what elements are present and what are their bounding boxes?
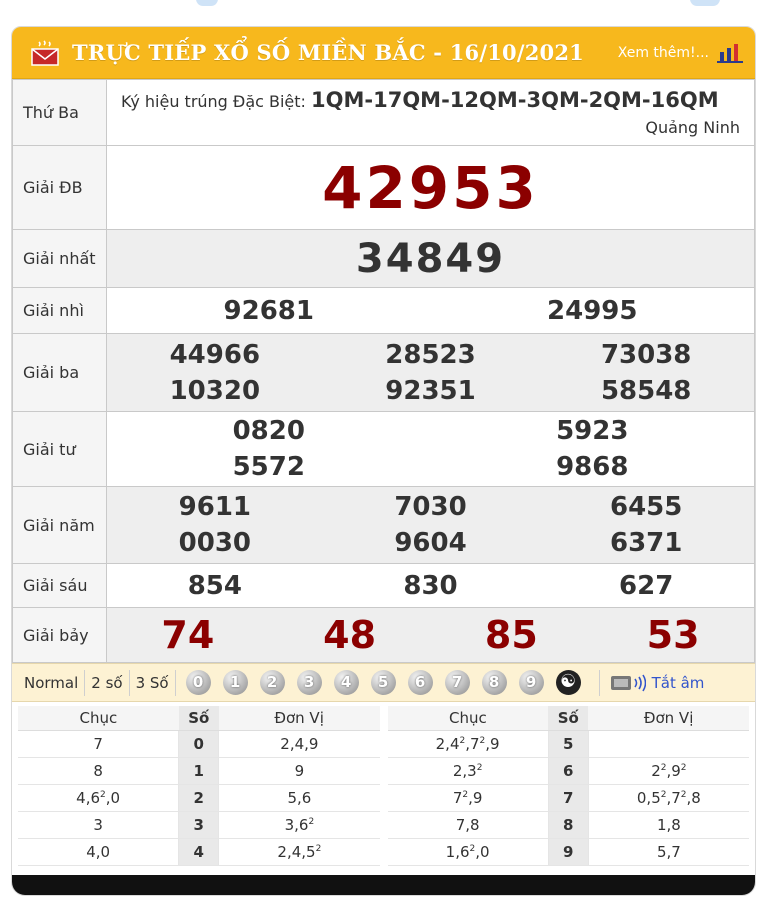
prize-number: 830 (403, 570, 458, 601)
prize-number: 92681 (223, 295, 314, 326)
special-codes: 1QM-17QM-12QM-3QM-2QM-16QM (311, 88, 719, 112)
see-more-link[interactable] (618, 43, 743, 63)
mail-icon (30, 40, 60, 66)
digit-4-button[interactable]: 4 (334, 670, 359, 695)
prize-number: 7030 (394, 492, 467, 522)
tens-cell: $2,4^2,7^2,9$ (388, 730, 549, 757)
units-cell: 5,6 (219, 784, 380, 811)
prize-number: 854 (187, 570, 242, 601)
prize-number: 28523 (385, 339, 476, 370)
top-nav-fragment (196, 0, 218, 6)
prize-row-ba (13, 334, 755, 412)
loto-row (388, 784, 750, 811)
digit-cell: 3 (179, 811, 219, 838)
digit-1-button[interactable]: 1 (223, 670, 248, 695)
special-code-label: Ký hiệu trúng Đặc Biệt: (121, 92, 306, 111)
loto-row (388, 811, 750, 838)
digit-8-button[interactable]: 8 (482, 670, 507, 695)
prize-number: 92351 (385, 375, 476, 406)
special-prize-number: 42953 (322, 153, 539, 222)
prize-number: 10320 (169, 375, 261, 406)
units-cell: $3,6^2$ (219, 811, 380, 838)
prize-number: 627 (619, 570, 674, 601)
prize-label: Giải nhì (13, 288, 107, 334)
loto-row (388, 730, 750, 757)
three-digit-mode-button[interactable]: 3 Số (130, 670, 176, 696)
digit-cell: 2 (179, 784, 219, 811)
digit-2-button[interactable]: 2 (260, 670, 285, 695)
prize-number: 9868 (556, 452, 629, 482)
see-more-label[interactable]: Xem thêm!... (617, 44, 709, 61)
loto-table-right (388, 706, 750, 866)
prize-number: 0820 (232, 416, 305, 446)
tens-cell: 4,0 (18, 838, 179, 865)
bar-chart-icon[interactable] (717, 43, 743, 63)
bottom-bar (12, 875, 755, 895)
units-cell: 5,7 (588, 838, 749, 865)
units-cell: $2^2,9^2$ (588, 757, 749, 784)
prize-row-nhi (13, 288, 755, 334)
top-strip (0, 0, 765, 22)
digit-cell: 9 (548, 838, 588, 865)
prize-number: 6455 (609, 492, 683, 522)
prize-number: 6371 (609, 528, 683, 558)
digit-cell: 6 (548, 757, 588, 784)
two-digit-mode-button[interactable]: 2 số (85, 670, 129, 696)
prize-number: 58548 (600, 375, 692, 406)
column-header: Đơn Vị (219, 706, 380, 730)
digit-cell: 7 (548, 784, 588, 811)
province-name: Quảng Ninh (645, 118, 740, 137)
column-header: Chục (18, 706, 179, 730)
display-toolbar (12, 663, 755, 702)
prize-number: 5572 (232, 452, 305, 482)
speaker-icon[interactable] (610, 673, 646, 693)
prize-number: 85 (484, 613, 538, 657)
result-title: TRỰC TIẾP XỔ SỐ MIỀN BẮC - 16/10/2021 (72, 40, 584, 65)
units-cell: 9 (219, 757, 380, 784)
prize-number: 44966 (169, 339, 261, 370)
digit-0-button[interactable]: 0 (186, 670, 211, 695)
digit-filter (186, 670, 581, 695)
loto-table-left (18, 706, 380, 866)
prize-number: 0030 (178, 528, 252, 558)
digit-cell: 1 (179, 757, 219, 784)
column-header: Đơn Vị (588, 706, 749, 730)
tens-cell: 8 (18, 757, 179, 784)
lottery-result-card (11, 26, 756, 896)
mute-toggle[interactable] (610, 673, 705, 693)
column-header: Số (548, 706, 588, 730)
tens-cell: $4,6^2,0$ (18, 784, 179, 811)
prize-number: 5923 (556, 416, 629, 446)
tens-cell: $2,3^2$ (388, 757, 549, 784)
prize-number: 73038 (600, 339, 692, 370)
prize-number: 24995 (547, 295, 638, 326)
prize-row-sau (13, 564, 755, 608)
tens-cell: 7 (18, 730, 179, 757)
digit-9-button[interactable]: 9 (519, 670, 544, 695)
normal-mode-button[interactable]: Normal (18, 670, 85, 696)
prize-label: Giải ĐB (13, 146, 107, 230)
prize-table (12, 79, 755, 663)
loto-row (18, 784, 380, 811)
draw-info-row (13, 80, 755, 146)
loto-stats (12, 702, 755, 866)
tens-cell: 3 (18, 811, 179, 838)
mute-label[interactable]: Tắt âm (651, 673, 705, 692)
units-cell (588, 730, 749, 757)
units-cell: 1,8 (588, 811, 749, 838)
prize-number: 74 (161, 613, 215, 657)
prize-number: 9604 (394, 528, 467, 558)
digit-7-button[interactable]: 7 (445, 670, 470, 695)
prize-number: 9611 (178, 492, 252, 522)
prize-row-bay (13, 608, 755, 663)
loto-row (388, 757, 750, 784)
prize-number: 53 (646, 613, 700, 657)
units-cell: 2,4,9 (219, 730, 380, 757)
loto-row (18, 811, 380, 838)
yin-yang-icon[interactable]: ☯ (556, 670, 581, 695)
prize-label: Giải sáu (13, 564, 107, 608)
column-header: Chục (388, 706, 549, 730)
loto-row (18, 757, 380, 784)
tens-cell: $7^2,9$ (388, 784, 549, 811)
units-cell: 2,4,5$^2$ (219, 838, 380, 865)
digit-5-button[interactable]: 5 (371, 670, 396, 695)
tens-cell: $1,6^2,0$ (388, 838, 549, 865)
prize-label: Giải tư (13, 412, 107, 487)
result-header (12, 27, 755, 79)
prize-row-nam (13, 487, 755, 564)
prize-number: 48 (323, 613, 377, 657)
units-cell: $0,5^2,7^2,8$ (588, 784, 749, 811)
digit-cell: 8 (548, 811, 588, 838)
prize-row-nhat (13, 230, 755, 288)
digit-cell: 4 (179, 838, 219, 865)
first-prize-number: 34849 (355, 235, 506, 282)
column-header: Số (179, 706, 219, 730)
tens-cell: 7,8 (388, 811, 549, 838)
special-code-line (107, 88, 754, 112)
digit-6-button[interactable]: 6 (408, 670, 433, 695)
loto-row (18, 838, 380, 865)
digit-cell: 5 (548, 730, 588, 757)
prize-row-db (13, 146, 755, 230)
prize-row-tu (13, 412, 755, 487)
digit-3-button[interactable]: 3 (297, 670, 322, 695)
loto-row (18, 730, 380, 757)
weekday-label: Thứ Ba (13, 80, 107, 146)
digit-cell: 0 (179, 730, 219, 757)
prize-label: Giải nhất (13, 230, 107, 288)
prize-label: Giải ba (13, 334, 107, 412)
loto-row (388, 838, 750, 865)
prize-label: Giải bảy (13, 608, 107, 663)
toolbar-divider (599, 670, 600, 696)
prize-label: Giải năm (13, 487, 107, 564)
top-nav-fragment (690, 0, 720, 6)
